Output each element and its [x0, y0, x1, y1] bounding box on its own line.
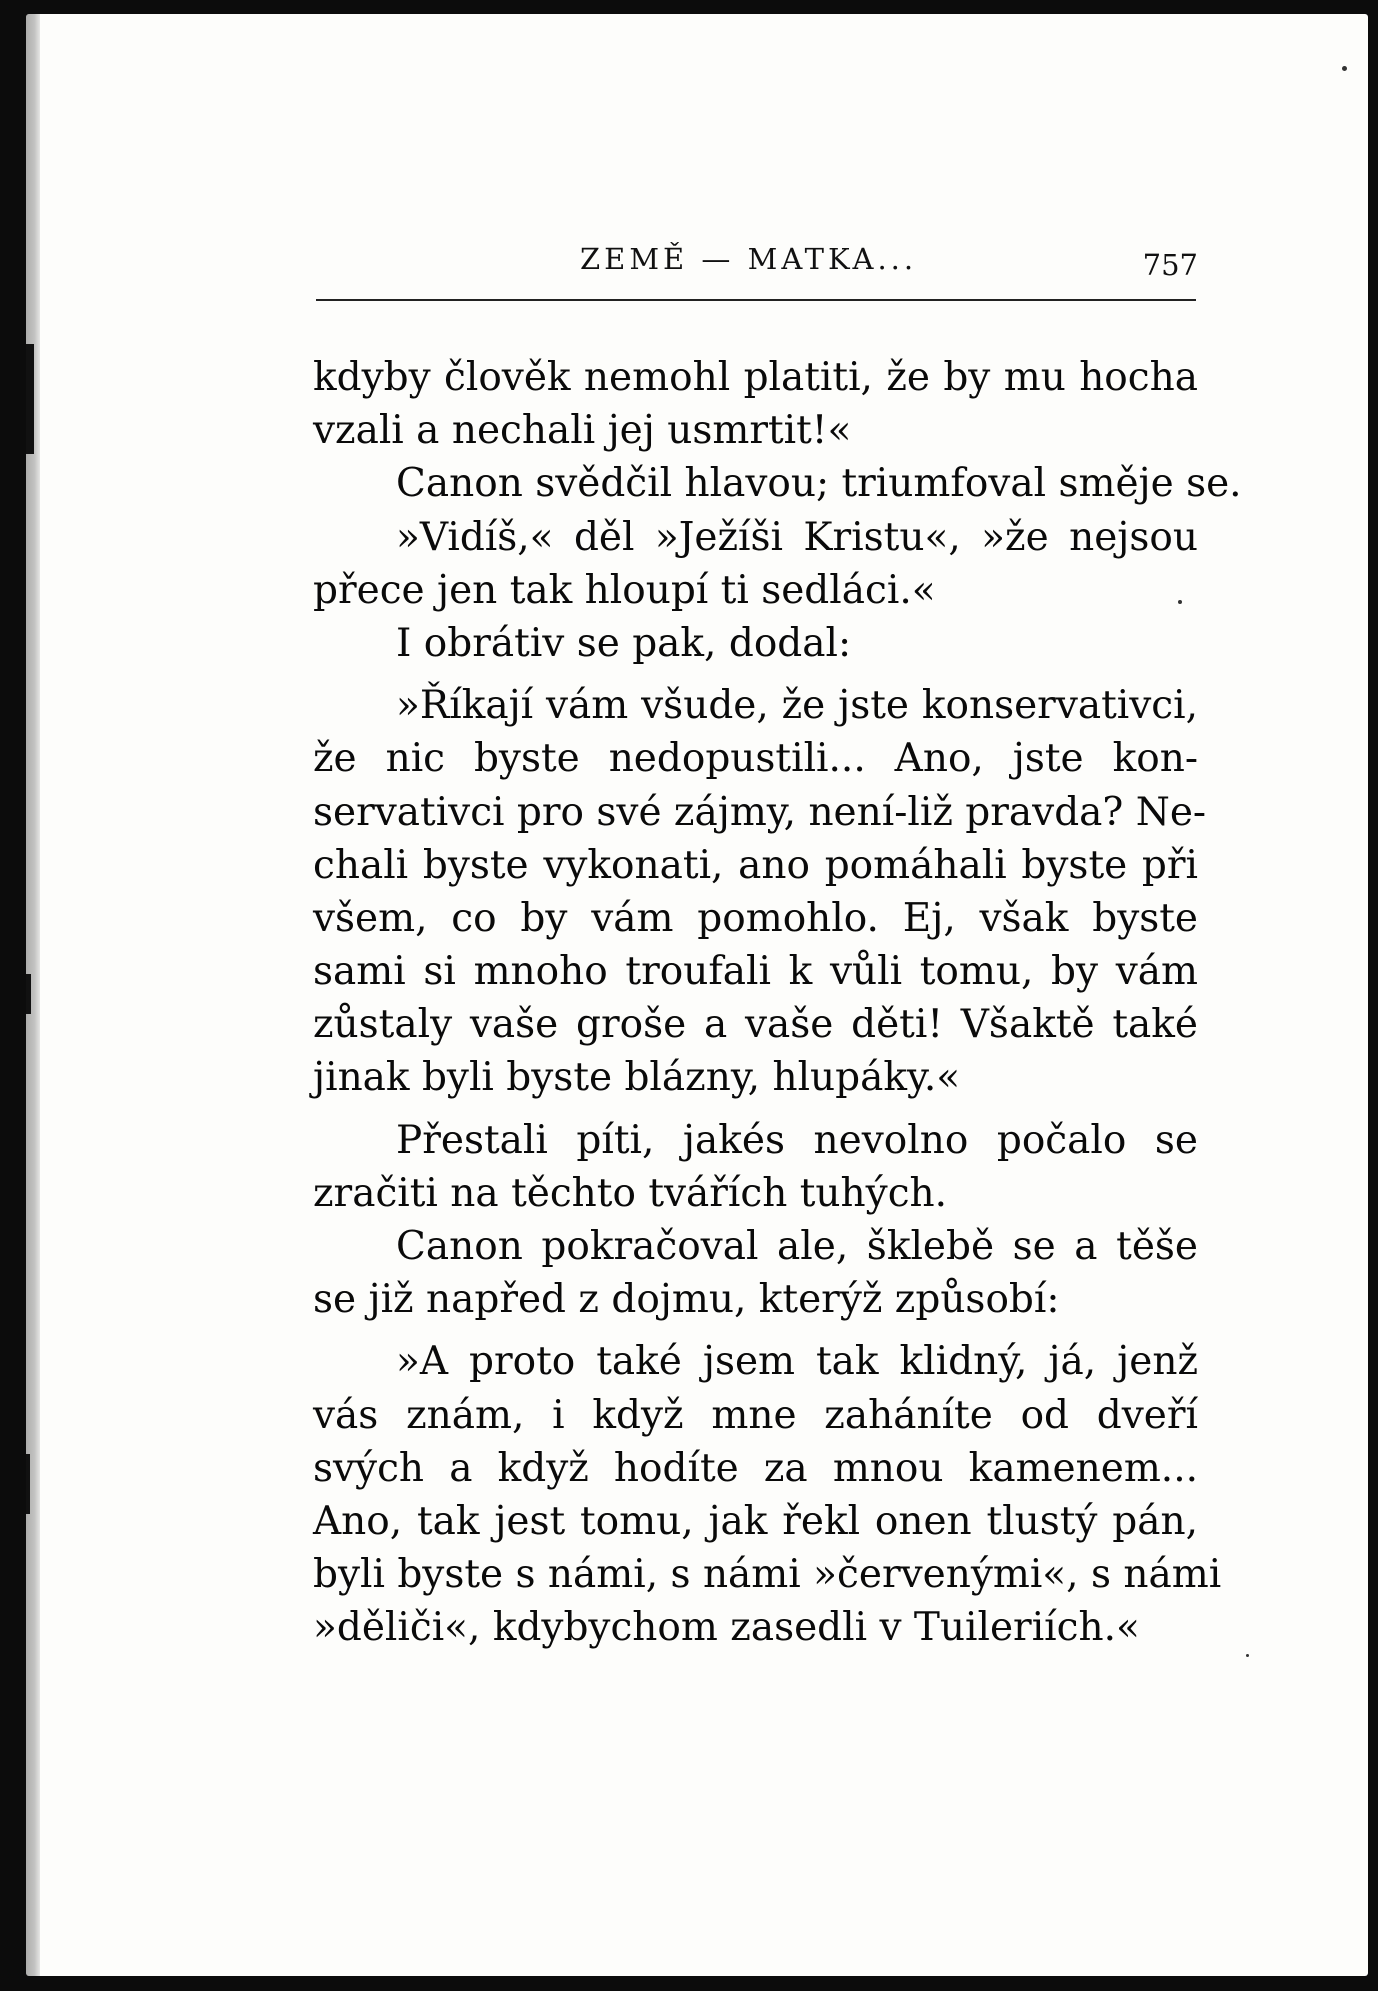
text-line: servativci pro své zájmy, není-liž pravda? Ne-: [313, 789, 1207, 835]
text-line: zůstaly vaše groše a vaše děti! Všaktě také: [313, 1002, 1198, 1048]
text-line: vás znám, i když mne zaháníte od dveří: [313, 1392, 1198, 1438]
paragraph-gap: [313, 670, 1198, 679]
paragraph: [313, 457, 1242, 510]
text-line: jinak byli byste blázny, hlupáky.«: [313, 1055, 961, 1101]
text-line: všem, co by vám pomohlo. Ej, však byste: [313, 895, 1198, 941]
paragraph: [313, 1335, 1222, 1654]
page-number: 757: [1142, 248, 1198, 282]
spine-mark: [26, 974, 31, 1014]
spine-mark: [26, 1454, 30, 1514]
text-line: Přestali píti, jakés nevolno počalo se: [396, 1117, 1198, 1163]
text-line: »A proto také jsem tak klidný, já, jenž: [396, 1339, 1198, 1385]
text-line: že nic byste nedopustili... Ano, jste kon-: [313, 736, 1198, 782]
spine-mark: [26, 344, 34, 454]
text-line: chali byste vykonati, ano pomáhali byste při: [313, 842, 1198, 888]
text-line: svých a když hodíte za mnou kamenem...: [313, 1445, 1198, 1491]
text-line: vzali a nechali jej usmrtit!«: [313, 408, 852, 454]
running-title: ZEMĚ — MATKA...: [580, 242, 918, 276]
text-line: sami si mnoho troufali k vůli tomu, by vám: [313, 949, 1198, 995]
book-page: [26, 14, 1368, 1976]
page-header: [313, 242, 1198, 286]
header-rule: [316, 299, 1196, 301]
text-line: zračiti na těchto tvářích tuhých.: [313, 1170, 948, 1216]
paper-speck: [1246, 1654, 1249, 1657]
paragraph: [313, 617, 1198, 670]
text-line: kdyby člověk nemohl platiti, že by mu hocha: [313, 355, 1198, 400]
paper-speck: [1342, 66, 1347, 71]
paragraph: [313, 511, 1198, 617]
paragraph: [313, 1114, 1198, 1220]
paragraph: [313, 679, 1207, 1105]
paragraph: [313, 351, 1198, 457]
paragraph-gap: [313, 1326, 1198, 1335]
text-line: »Říkají vám všude, že jste konservativci,: [396, 683, 1198, 729]
text-line: Canon pokračoval ale, šklebě se a těše: [396, 1224, 1198, 1269]
text-line: »Vidíš,« děl »Ježíši Kristu«, »že nejsou: [396, 514, 1198, 560]
paragraph-gap: [313, 1105, 1198, 1114]
body-text: [313, 351, 1242, 1655]
text-line: I obrátiv se pak, dodal:: [396, 620, 852, 666]
text-line: Canon svědčil hlavou; triumfoval směje se.: [396, 461, 1242, 507]
text-line: »děliči«, kdybychom zasedli v Tuileriích.«: [313, 1605, 1140, 1651]
text-line: přece jen tak hloupí ti sedláci.«: [313, 567, 936, 613]
paragraph: [313, 1220, 1198, 1326]
text-line: byli byste s námi, s námi »červenými«, s námi: [313, 1552, 1222, 1598]
text-line: se již napřed z dojmu, kterýž způsobí:: [313, 1277, 1060, 1323]
text-line: Ano, tak jest tomu, jak řekl onen tlustý pán,: [313, 1498, 1198, 1544]
